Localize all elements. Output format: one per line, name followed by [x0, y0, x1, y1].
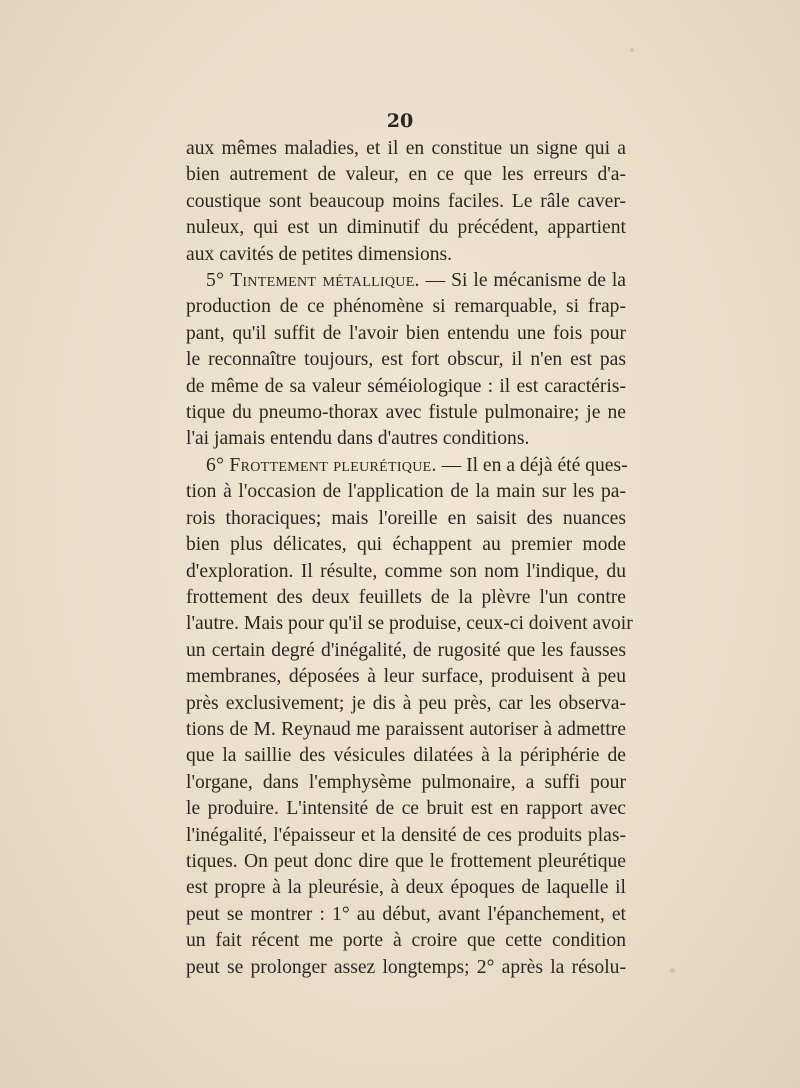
- text-line: rois thoraciques; mais l'oreille en saisit des nuances: [186, 507, 626, 529]
- text-line: le reconnaître toujours, est fort obscur, il n'en est pas: [186, 349, 626, 371]
- text-line: le produire. L'intensité de ce bruit est en rapport avec: [186, 798, 626, 820]
- paper-spot: [294, 912, 297, 915]
- text-line: aux mêmes maladies, et il en constitue un signe qui a: [186, 138, 626, 159]
- text-line: production de ce phénomène si remarquable, si frap-: [186, 296, 626, 318]
- text-line: que la saillie des vésicules dilatées à la périphérie de: [186, 745, 626, 767]
- text-line: [186, 453, 626, 479]
- text-line: frottement des deux feuillets de la plèvre l'un contre: [186, 586, 626, 608]
- text-line: un fait récent me porte à croire que cette condition: [186, 930, 626, 952]
- section-heading: 6° Frottement pleurétique.: [206, 454, 437, 476]
- text-line: [186, 268, 626, 294]
- text-line: l'autre. Mais pour qu'il se produise, ceux-ci doivent avoir: [186, 613, 633, 635]
- text-line: l'organe, dans l'emphysème pulmonaire, a suffi pour: [186, 771, 626, 793]
- paper-spot: [630, 48, 634, 52]
- text-line: tique du pneumo-thorax avec fistule pulmonaire; je ne: [186, 402, 626, 424]
- text-line: bien plus délicates, qui échappent au premier mode: [186, 534, 626, 556]
- text-line: aux cavités de petites dimensions.: [186, 243, 453, 265]
- text-line: tion à l'occasion de l'application de la main sur les pa-: [186, 481, 626, 503]
- text-line: pant, qu'il suffit de l'avoir bien entendu une fois pour: [186, 322, 626, 344]
- paper-spot: [670, 968, 675, 973]
- text-line: nuleux, qui est un diminutif du précédent, appartient: [186, 217, 626, 239]
- text-line: près exclusivement; je dis à peu près, car les observa-: [186, 692, 626, 714]
- text-line-rest: — Si le mécanisme de la: [419, 270, 626, 292]
- text-line: est propre à la pleurésie, à deux époques de laquelle il: [186, 877, 626, 899]
- text-line: tiques. On peut donc dire que le frottement pleurétique: [186, 850, 626, 872]
- text-line: coustique sont beaucoup moins faciles. Le râle caver-: [186, 190, 626, 212]
- section-heading: 5° Tintement métallique.: [206, 270, 420, 292]
- text-line: bien autrement de valeur, en ce que les erreurs d'a-: [186, 164, 626, 186]
- text-line-rest: — Il en a déjà été ques-: [436, 454, 628, 476]
- page-number: 20: [386, 110, 414, 132]
- text-line: l'inégalité, l'épaisseur et la densité de ces produits plas-: [186, 824, 626, 846]
- text-line: peut se prolonger assez longtemps; 2° après la résolu-: [186, 956, 626, 978]
- text-line: tions de M. Reynaud me paraissent autoriser à admettre: [186, 718, 626, 740]
- text-line: l'ai jamais entendu dans d'autres conditions.: [186, 428, 530, 450]
- text-line: d'exploration. Il résulte, comme son nom l'indique, du: [186, 560, 626, 582]
- body-text: [186, 136, 633, 981]
- text-line: membranes, déposées à leur surface, produisent à peu: [186, 666, 626, 688]
- text-line: de même de sa valeur séméiologique : il est caractéris-: [186, 375, 626, 397]
- text-line: un certain degré d'inégalité, de rugosité que les fausses: [186, 639, 626, 661]
- text-line: peut se montrer : 1° au début, avant l'épanchement, et: [186, 903, 626, 925]
